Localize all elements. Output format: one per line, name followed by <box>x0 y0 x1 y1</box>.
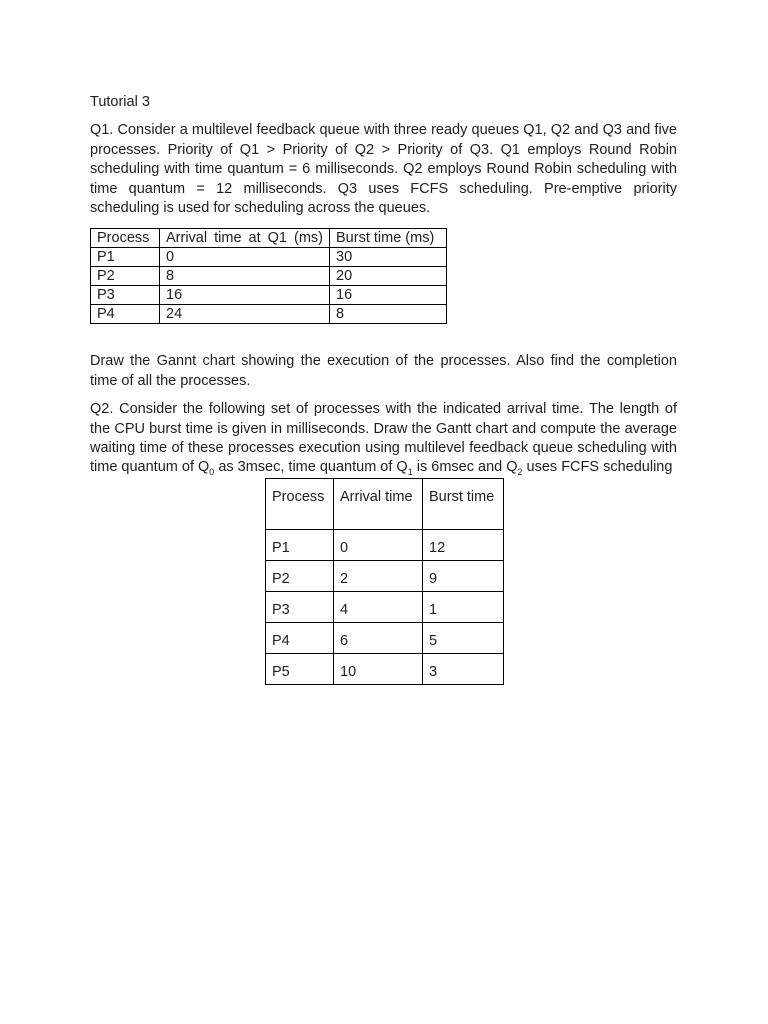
table-cell: P4 <box>91 305 160 324</box>
table-cell: 24 <box>160 305 330 324</box>
subscript: 2 <box>517 467 523 478</box>
table-row <box>266 622 504 653</box>
table-cell: 30 <box>330 248 447 267</box>
table-row <box>266 591 504 622</box>
table-cell: P4 <box>266 622 334 653</box>
table-header-cell: Process <box>91 229 160 248</box>
table-cell: 8 <box>160 267 330 286</box>
table-header-row <box>266 478 504 529</box>
table-cell: 10 <box>334 653 423 684</box>
q2-text-part: is 6msec and Q <box>412 459 518 476</box>
subscript: 0 <box>209 467 215 478</box>
table-cell: 16 <box>160 286 330 305</box>
table-cell: P1 <box>91 248 160 267</box>
table-header-cell: Arrival time <box>334 478 423 529</box>
q2-text-part: Q2. Consider the following set of processes with the indicated arrival time. The length of the CPU burst time is given in milliseconds. Draw the Gantt chart and compute the average waiting time of these processes execution using multilevel feedback queue scheduling with time quantum of Q <box>90 401 677 476</box>
table-cell: P2 <box>91 267 160 286</box>
table-cell: P3 <box>91 286 160 305</box>
table-cell: 1 <box>423 591 504 622</box>
q2-text-part: uses FCFS scheduling <box>522 459 673 476</box>
q1-text: Q1. Consider a multilevel feedback queue with three ready queues Q1, Q2 and Q3 and five processes. Priority of Q1 > Priority of Q2 > Priority of Q3. Q1 employs Round Robin scheduling with time quantum = 6 milliseconds. Q2 employs Round Robin scheduling with time quantum = 12 milliseconds. Q3 uses FCFS scheduling. Pre-emptive priority scheduling is used for scheduling across the queues. <box>90 122 677 217</box>
table-cell: 0 <box>334 529 423 560</box>
table-row <box>91 267 447 286</box>
table-header-cell: Burst time (ms) <box>330 229 447 248</box>
table-cell: 9 <box>423 560 504 591</box>
table-row <box>91 286 447 305</box>
q1-instruction: Draw the Gannt chart showing the execution of the processes. Also find the completion time of all the processes. <box>90 353 677 389</box>
table-cell: 16 <box>330 286 447 305</box>
document-body <box>90 93 677 685</box>
table-row <box>266 529 504 560</box>
q1-process-table <box>90 228 447 324</box>
table-cell: P3 <box>266 591 334 622</box>
subscript: 1 <box>407 467 413 478</box>
q2-text-part: as 3msec, time quantum of Q <box>214 459 408 476</box>
table-header-cell: Process <box>266 478 334 529</box>
table-header-cell: Arrival time at Q1 (ms) <box>160 229 330 248</box>
table-header-row <box>91 229 447 248</box>
table-row <box>91 248 447 267</box>
table-cell: 20 <box>330 267 447 286</box>
table-cell: 5 <box>423 622 504 653</box>
table-header-cell: Burst time <box>423 478 504 529</box>
table-row <box>91 305 447 324</box>
table-row <box>266 560 504 591</box>
table-cell: 0 <box>160 248 330 267</box>
table-cell: 4 <box>334 591 423 622</box>
q2-process-table <box>265 478 504 685</box>
table-cell: 8 <box>330 305 447 324</box>
table-cell: P5 <box>266 653 334 684</box>
table-cell: 12 <box>423 529 504 560</box>
table-cell: P2 <box>266 560 334 591</box>
table-cell: 6 <box>334 622 423 653</box>
table-cell: 3 <box>423 653 504 684</box>
table-cell: P1 <box>266 529 334 560</box>
page-title: Tutorial 3 <box>90 94 150 110</box>
q2-text <box>90 400 677 478</box>
table-row <box>266 653 504 684</box>
table-cell: 2 <box>334 560 423 591</box>
